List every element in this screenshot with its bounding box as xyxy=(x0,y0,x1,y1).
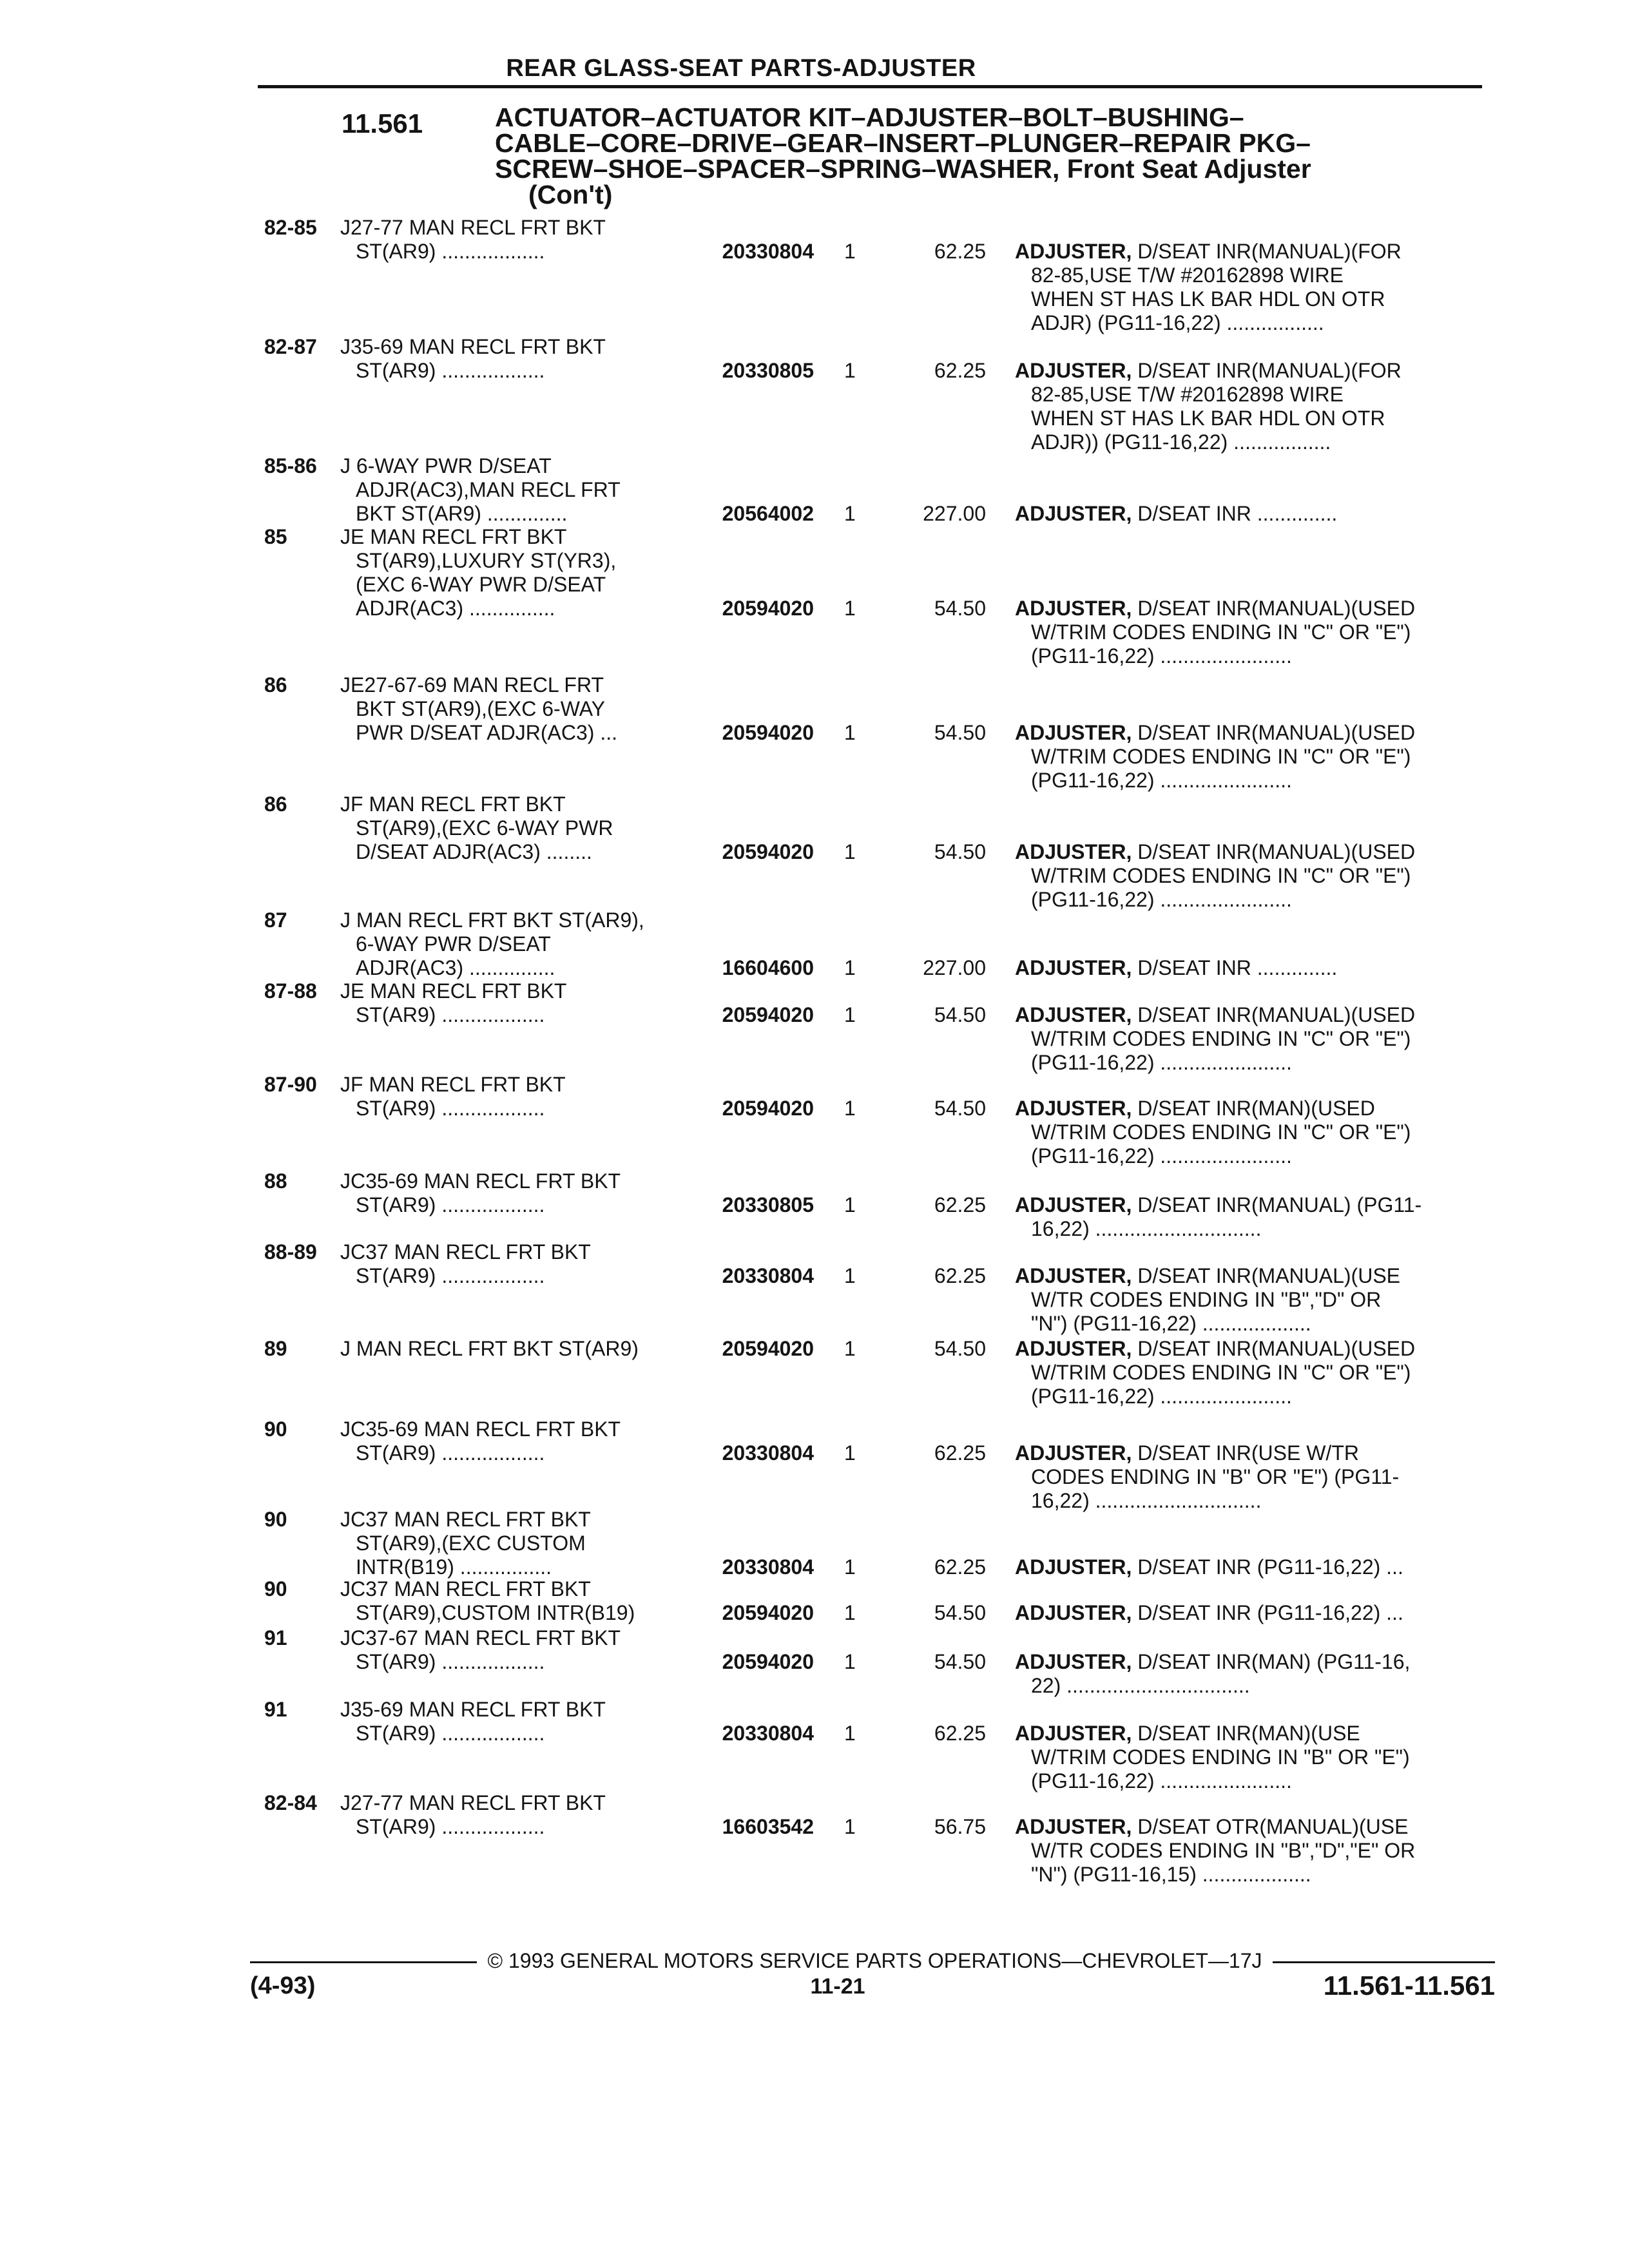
entry-part-number: 20594020 xyxy=(722,1003,814,1026)
entry-model-line: ST(AR9) .................. xyxy=(356,1650,545,1673)
entry-description-line: W/TRIM CODES ENDING IN "C" OR "E") xyxy=(1031,864,1411,887)
entry-years: 82-84 xyxy=(264,1791,317,1814)
entry-years: 85 xyxy=(264,525,287,548)
entry-years: 91 xyxy=(264,1698,287,1721)
section-title-line: (Con't) xyxy=(528,180,613,209)
entry-years: 87-88 xyxy=(264,979,317,1003)
entry-description-line: 16,22) ............................. xyxy=(1031,1217,1262,1240)
entry-model-line: J MAN RECL FRT BKT ST(AR9) xyxy=(340,1337,639,1360)
section-title-line: CABLE–CORE–DRIVE–GEAR–INSERT–PLUNGER–REPAIR PKG– xyxy=(495,128,1311,158)
entry-model-line: ST(AR9) .................. xyxy=(356,1264,545,1287)
entry-description-line xyxy=(1015,1815,1408,1839)
entry-price: 62.25 xyxy=(934,1555,986,1579)
entry-description-text: D/SEAT INR(MANUAL)(USED xyxy=(1132,1337,1416,1360)
entry-quantity: 1 xyxy=(844,956,856,979)
entry-model-line: JC37 MAN RECL FRT BKT xyxy=(340,1577,591,1600)
entry-description-line: 82-85,USE T/W #20162898 WIRE xyxy=(1031,383,1344,406)
entry-description-keyword: ADJUSTER, xyxy=(1015,721,1132,744)
entry-description-line xyxy=(1015,240,1402,264)
entry-description-line: (PG11-16,22) ....................... xyxy=(1031,1144,1292,1168)
entry-quantity: 1 xyxy=(844,240,856,263)
entry-price: 54.50 xyxy=(934,721,986,744)
entry-description-keyword: ADJUSTER, xyxy=(1015,956,1132,979)
entry-model-line: JE27-67-69 MAN RECL FRT xyxy=(340,673,604,697)
entry-quantity: 1 xyxy=(844,1264,856,1287)
entry-description-keyword: ADJUSTER, xyxy=(1015,597,1132,620)
entry-description-line: W/TR CODES ENDING IN "B","D","E" OR xyxy=(1031,1839,1416,1862)
entry-description-keyword: ADJUSTER, xyxy=(1015,1650,1132,1673)
entry-model-line: J35-69 MAN RECL FRT BKT xyxy=(340,335,606,358)
entry-years: 86 xyxy=(264,673,287,697)
entry-model-line: ADJR(AC3),MAN RECL FRT xyxy=(356,478,621,501)
entry-description-line: (PG11-16,22) ....................... xyxy=(1031,1051,1292,1074)
entry-description-keyword: ADJUSTER, xyxy=(1015,1097,1132,1120)
entry-part-number: 20594020 xyxy=(722,1650,814,1673)
entry-years: 91 xyxy=(264,1626,287,1649)
entry-part-number: 20594020 xyxy=(722,1337,814,1360)
entry-description-line: (PG11-16,22) ....................... xyxy=(1031,1385,1292,1408)
entry-model-line: J 6-WAY PWR D/SEAT xyxy=(340,454,552,477)
entry-years: 89 xyxy=(264,1337,287,1360)
entry-price: 62.25 xyxy=(934,1722,986,1745)
entry-description-text: D/SEAT INR(USE W/TR xyxy=(1132,1441,1359,1465)
entry-model-line: BKT ST(AR9) .............. xyxy=(356,502,568,525)
entry-model-line: PWR D/SEAT ADJR(AC3) ... xyxy=(356,721,617,744)
entry-model-line: J35-69 MAN RECL FRT BKT xyxy=(340,1698,606,1721)
entry-description-line xyxy=(1015,1601,1403,1625)
entry-model-line: ST(AR9),(EXC CUSTOM xyxy=(356,1532,586,1555)
entry-description-keyword: ADJUSTER, xyxy=(1015,1722,1132,1745)
entry-description-line xyxy=(1015,1264,1400,1288)
page-header-title: REAR GLASS-SEAT PARTS-ADJUSTER xyxy=(506,55,976,82)
entry-years: 87 xyxy=(264,908,287,932)
entry-description-line xyxy=(1015,359,1402,383)
entry-model-line: JC35-69 MAN RECL FRT BKT xyxy=(340,1169,621,1193)
entry-quantity: 1 xyxy=(844,1555,856,1579)
entry-model-line: BKT ST(AR9),(EXC 6-WAY xyxy=(356,697,606,720)
entry-part-number: 20330804 xyxy=(722,1555,814,1579)
entry-model-line: JE MAN RECL FRT BKT xyxy=(340,525,567,548)
entry-model-line: ST(AR9) .................. xyxy=(356,1815,545,1838)
entry-quantity: 1 xyxy=(844,502,856,525)
entry-model-line: D/SEAT ADJR(AC3) ........ xyxy=(356,840,592,863)
entry-price: 227.00 xyxy=(923,956,986,979)
entry-model-line: ADJR(AC3) ............... xyxy=(356,597,555,620)
entry-part-number: 16603542 xyxy=(722,1815,814,1838)
entry-description-line: 82-85,USE T/W #20162898 WIRE xyxy=(1031,264,1344,287)
entry-description-keyword: ADJUSTER, xyxy=(1015,1601,1132,1624)
entry-price: 62.25 xyxy=(934,1193,986,1216)
entry-description-line: 16,22) ............................. xyxy=(1031,1489,1262,1512)
entry-years: 87-90 xyxy=(264,1073,317,1096)
entry-model-line: J27-77 MAN RECL FRT BKT xyxy=(340,1791,606,1814)
entry-description-line: W/TRIM CODES ENDING IN "C" OR "E") xyxy=(1031,745,1411,768)
entry-model-line: ADJR(AC3) ............... xyxy=(356,956,555,979)
entry-description-line: (PG11-16,22) ....................... xyxy=(1031,769,1292,792)
entry-description-line xyxy=(1015,1097,1375,1120)
entry-model-line: (EXC 6-WAY PWR D/SEAT xyxy=(356,573,606,596)
entry-part-number: 20330804 xyxy=(722,1264,814,1287)
entry-quantity: 1 xyxy=(844,1193,856,1216)
entry-description-keyword: ADJUSTER, xyxy=(1015,1264,1132,1287)
entry-part-number: 20330804 xyxy=(722,1722,814,1745)
entry-part-number: 20330805 xyxy=(722,359,814,382)
entry-model-line: ST(AR9),CUSTOM INTR(B19) xyxy=(356,1601,635,1624)
entry-description-line: (PG11-16,22) ....................... xyxy=(1031,1769,1292,1792)
entry-model-line: INTR(B19) ................ xyxy=(356,1555,552,1579)
entry-model-line: ST(AR9) .................. xyxy=(356,1722,545,1745)
entry-part-number: 20594020 xyxy=(722,597,814,620)
entry-description-text: D/SEAT OTR(MANUAL)(USE xyxy=(1132,1815,1409,1838)
entry-description-text: D/SEAT INR(MANUAL)(USED xyxy=(1132,721,1416,744)
entry-price: 62.25 xyxy=(934,1264,986,1287)
entry-description-line: CODES ENDING IN "B" OR "E") (PG11- xyxy=(1031,1465,1400,1488)
entry-model-line: JC37-67 MAN RECL FRT BKT xyxy=(340,1626,621,1649)
entry-description-line: "N") (PG11-16,22) ................... xyxy=(1031,1312,1311,1335)
entry-description-keyword: ADJUSTER, xyxy=(1015,1555,1132,1579)
entry-description-keyword: ADJUSTER, xyxy=(1015,1815,1132,1838)
entry-quantity: 1 xyxy=(844,1003,856,1026)
entry-description-line: WHEN ST HAS LK BAR HDL ON OTR xyxy=(1031,407,1385,430)
entry-model-line: ST(AR9) .................. xyxy=(356,1441,545,1465)
entry-description-line xyxy=(1015,597,1415,620)
entry-price: 54.50 xyxy=(934,1003,986,1026)
entry-description-line: 22) ................................ xyxy=(1031,1674,1250,1697)
entry-description-text: D/SEAT INR(MANUAL) (PG11- xyxy=(1132,1193,1422,1216)
entry-description-line: W/TR CODES ENDING IN "B","D" OR xyxy=(1031,1288,1382,1311)
entry-quantity: 1 xyxy=(844,1337,856,1360)
entry-description-line xyxy=(1015,1555,1403,1579)
entry-years: 90 xyxy=(264,1508,287,1531)
footer-rule-left xyxy=(250,1961,477,1963)
entry-description-line xyxy=(1015,840,1415,864)
entry-description-text: D/SEAT INR(MAN)(USE xyxy=(1132,1722,1360,1745)
entry-price: 56.75 xyxy=(934,1815,986,1838)
entry-description-text: D/SEAT INR (PG11-16,22) ... xyxy=(1132,1601,1403,1624)
entry-description-line: "N") (PG11-16,15) ................... xyxy=(1031,1863,1311,1886)
entry-price: 54.50 xyxy=(934,840,986,863)
entry-model-line: ST(AR9) .................. xyxy=(356,1097,545,1120)
entry-model-line: JF MAN RECL FRT BKT xyxy=(340,793,566,816)
entry-price: 54.50 xyxy=(934,1650,986,1673)
entry-part-number: 20594020 xyxy=(722,721,814,744)
entry-price: 54.50 xyxy=(934,1337,986,1360)
entry-description-keyword: ADJUSTER, xyxy=(1015,1003,1132,1026)
entry-description-text: D/SEAT INR(MAN)(USED xyxy=(1132,1097,1375,1120)
entry-description-keyword: ADJUSTER, xyxy=(1015,359,1132,382)
entry-model-line: JE MAN RECL FRT BKT xyxy=(340,979,567,1003)
entry-part-number: 20330804 xyxy=(722,1441,814,1465)
entry-price: 62.25 xyxy=(934,359,986,382)
entry-quantity: 1 xyxy=(844,721,856,744)
entry-description-text: D/SEAT INR(MANUAL)(FOR xyxy=(1132,240,1402,263)
entry-part-number: 20594020 xyxy=(722,1601,814,1624)
entry-description-text: D/SEAT INR(MANUAL)(USED xyxy=(1132,1003,1416,1026)
entry-description-keyword: ADJUSTER, xyxy=(1015,1441,1132,1465)
entry-description-line: ADJR) (PG11-16,22) ................. xyxy=(1031,311,1324,334)
entry-price: 62.25 xyxy=(934,1441,986,1465)
entry-description-keyword: ADJUSTER, xyxy=(1015,1193,1132,1216)
entry-years: 88 xyxy=(264,1169,287,1193)
entry-model-line: ST(AR9) .................. xyxy=(356,1003,545,1026)
entry-description-text: D/SEAT INR(MANUAL)(USED xyxy=(1132,840,1416,863)
entry-description-line xyxy=(1015,502,1337,526)
entry-model-line: ST(AR9) .................. xyxy=(356,240,545,263)
entry-quantity: 1 xyxy=(844,1722,856,1745)
entry-description-line xyxy=(1015,956,1337,980)
entry-description-line xyxy=(1015,1337,1415,1361)
entry-description-text: D/SEAT INR .............. xyxy=(1132,502,1338,525)
section-number: 11.561 xyxy=(342,108,423,139)
entry-description-line: W/TRIM CODES ENDING IN "C" OR "E") xyxy=(1031,1361,1411,1384)
entry-model-line: ST(AR9) .................. xyxy=(356,359,545,382)
entry-model-line: JF MAN RECL FRT BKT xyxy=(340,1073,566,1096)
entry-description-line xyxy=(1015,1193,1422,1217)
entry-quantity: 1 xyxy=(844,840,856,863)
entry-price: 54.50 xyxy=(934,1097,986,1120)
entry-part-number: 20594020 xyxy=(722,840,814,863)
entry-model-line: 6-WAY PWR D/SEAT xyxy=(356,932,551,956)
entry-description-line: WHEN ST HAS LK BAR HDL ON OTR xyxy=(1031,287,1385,311)
entry-years: 82-85 xyxy=(264,216,317,239)
entry-quantity: 1 xyxy=(844,1650,856,1673)
entry-price: 62.25 xyxy=(934,240,986,263)
entry-description-line xyxy=(1015,1650,1410,1674)
entry-description-keyword: ADJUSTER, xyxy=(1015,1337,1132,1360)
entry-description-line xyxy=(1015,1441,1359,1465)
entry-part-number: 20594020 xyxy=(722,1097,814,1120)
entry-part-number: 16604600 xyxy=(722,956,814,979)
entry-description-text: D/SEAT INR (PG11-16,22) ... xyxy=(1132,1555,1403,1579)
entry-model-line: JC37 MAN RECL FRT BKT xyxy=(340,1240,591,1264)
entry-description-line: W/TRIM CODES ENDING IN "C" OR "E") xyxy=(1031,1120,1411,1144)
entry-quantity: 1 xyxy=(844,1601,856,1624)
entry-description-text: D/SEAT INR(MANUAL)(USE xyxy=(1132,1264,1400,1287)
entry-model-line: ST(AR9),(EXC 6-WAY PWR xyxy=(356,816,613,840)
footer-page-number: 11-21 xyxy=(810,1974,865,1999)
entry-description-line: W/TRIM CODES ENDING IN "B" OR "E") xyxy=(1031,1745,1410,1769)
entry-part-number: 20330805 xyxy=(722,1193,814,1216)
entry-model-line: J27-77 MAN RECL FRT BKT xyxy=(340,216,606,239)
entry-price: 54.50 xyxy=(934,1601,986,1624)
entry-description-line: (PG11-16,22) ....................... xyxy=(1031,644,1292,668)
entry-quantity: 1 xyxy=(844,1815,856,1838)
entry-description-line xyxy=(1015,721,1415,745)
section-title-line: ACTUATOR–ACTUATOR KIT–ADJUSTER–BOLT–BUSHING– xyxy=(495,102,1244,132)
footer-copyright: © 1993 GENERAL MOTORS SERVICE PARTS OPERATIONS—CHEVROLET—17J xyxy=(487,1949,1262,1972)
entry-years: 90 xyxy=(264,1577,287,1600)
entry-price: 54.50 xyxy=(934,597,986,620)
entry-description-line xyxy=(1015,1003,1415,1027)
entry-description-keyword: ADJUSTER, xyxy=(1015,840,1132,863)
entry-description-keyword: ADJUSTER, xyxy=(1015,240,1132,263)
entry-description-line: W/TRIM CODES ENDING IN "C" OR "E") xyxy=(1031,1027,1411,1050)
entry-model-line: ST(AR9),LUXURY ST(YR3), xyxy=(356,549,617,572)
entry-quantity: 1 xyxy=(844,1441,856,1465)
entry-price: 227.00 xyxy=(923,502,986,525)
entry-description-text: D/SEAT INR(MANUAL)(FOR xyxy=(1132,359,1402,382)
entry-model-line: J MAN RECL FRT BKT ST(AR9), xyxy=(340,908,644,932)
entry-description-text: D/SEAT INR(MANUAL)(USED xyxy=(1132,597,1416,620)
entry-description-line xyxy=(1015,1722,1360,1745)
footer-date: (4-93) xyxy=(250,1972,316,1999)
entry-years: 85-86 xyxy=(264,454,317,477)
entry-description-line: W/TRIM CODES ENDING IN "C" OR "E") xyxy=(1031,620,1411,644)
entry-years: 90 xyxy=(264,1418,287,1441)
entry-description-line: ADJR)) (PG11-16,22) ................. xyxy=(1031,430,1331,454)
entry-quantity: 1 xyxy=(844,597,856,620)
footer-section-range: 11.561-11.561 xyxy=(1323,1970,1495,2001)
entry-quantity: 1 xyxy=(844,359,856,382)
entry-years: 82-87 xyxy=(264,335,317,358)
entry-model-line: JC37 MAN RECL FRT BKT xyxy=(340,1508,591,1531)
entry-years: 86 xyxy=(264,793,287,816)
entry-description-line: (PG11-16,22) ....................... xyxy=(1031,888,1292,911)
footer-rule-right xyxy=(1273,1961,1495,1963)
entry-quantity: 1 xyxy=(844,1097,856,1120)
entry-model-line: JC35-69 MAN RECL FRT BKT xyxy=(340,1418,621,1441)
entry-years: 88-89 xyxy=(264,1240,317,1264)
entry-part-number: 20564002 xyxy=(722,502,814,525)
section-title-line: SCREW–SHOE–SPACER–SPRING–WASHER, Front Seat Adjuster xyxy=(495,154,1311,184)
entry-description-text: D/SEAT INR .............. xyxy=(1132,956,1338,979)
entry-part-number: 20330804 xyxy=(722,240,814,263)
entry-description-text: D/SEAT INR(MAN) (PG11-16, xyxy=(1132,1650,1411,1673)
entry-model-line: ST(AR9) .................. xyxy=(356,1193,545,1216)
entry-description-keyword: ADJUSTER, xyxy=(1015,502,1132,525)
